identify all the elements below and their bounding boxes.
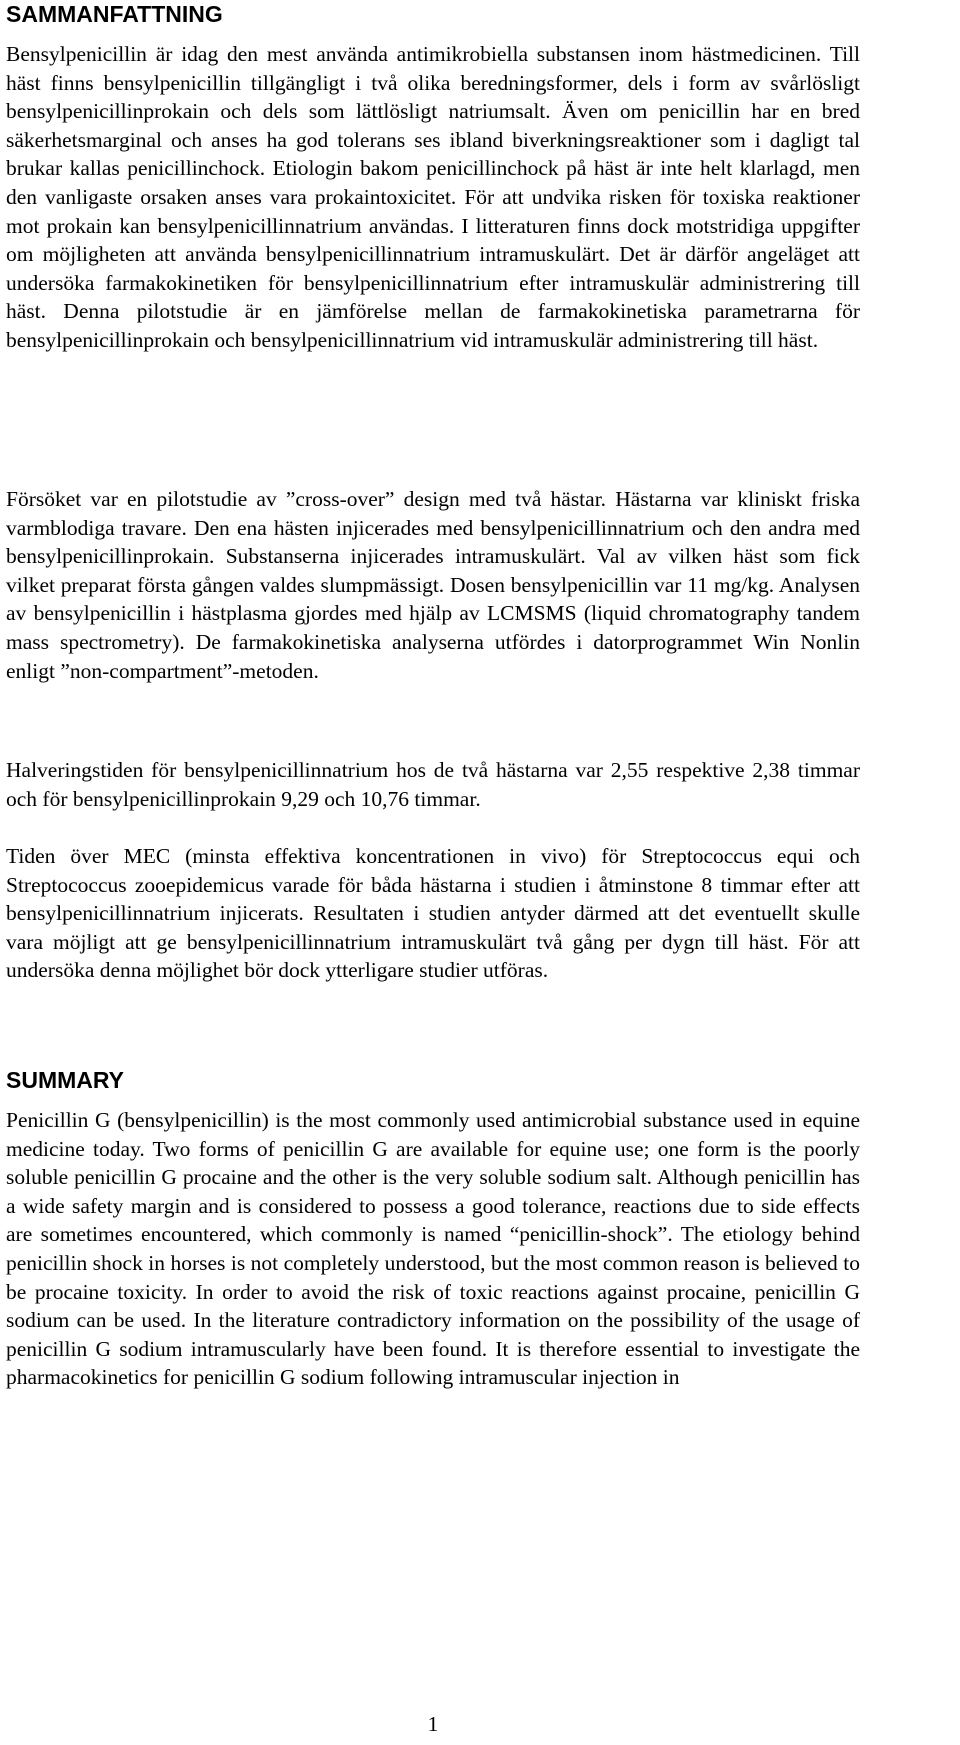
page-number: 1 (427, 1712, 439, 1736)
paragraph-sv-4: Tiden över MEC (minsta effektiva koncentrationen in vivo) för Streptococcus equi och Streptococcus zooepidemicus varade för båda hästarna i studien i åtminstone 8 timmar efter att bensylpenicillinnatrium injicerats. Resultaten i studien antyder därmed att det eventuellt skulle vara möjligt att ge bensylpenicillinnatrium intramuskulärt två gång per dygn till häst. För att undersöka denna möjlighet bör dock ytterligare studier utföras. (6, 844, 860, 983)
section-heading-sammanfattning: SAMMANFATTNING (6, 1, 223, 27)
paragraph-sv-3: Halveringstiden för bensylpenicillinnatrium hos de två hästarna var 2,55 respektive 2,38 timmar och för bensylpenicillinprokain 9,29 och 10,76 timmar. (6, 758, 860, 811)
paragraph-sv-1: Bensylpenicillin är idag den mest använda antimikrobiella substansen inom hästmedicinen. Till häst finns bensylpenicillin tillgängligt i två olika beredningsformer, dels i form av svårlösligt bensylpenicillinprokain och dels som lättlösligt natriumsalt. Även om penicillin har en bred säkerhetsmarginal och anses ha god tolerans ses ibland biverkningsreaktioner som i dagligt tal brukar kallas penicillinchock. Etiologin bakom penicillinchock på häst är inte helt klarlagd, men den vanligaste orsaken anses vara prokaintoxicitet. För att undvika risken för toxiska reaktioner mot prokain kan bensylpenicillinnatrium användas. I litteraturen finns dock motstridiga uppgifter om möjligheten att använda bensylpenicillinnatrium intramuskulärt. Det är därför angeläget att undersöka farmakokinetiken för bensylpenicillinnatrium efter intramuskulär administrering till häst. Denna pilotstudie är en jämförelse mellan de farmakokinetiska parametrarna för bensylpenicillinprokain och bensylpenicillinnatrium vid intramuskulär administrering till häst. (6, 42, 860, 352)
paragraph-sv-2: Försöket var en pilotstudie av ”cross-over” design med två hästar. Hästarna var kliniskt friska varmblodiga travare. Den ena hästen injicerades med bensylpenicillinnatrium och den andra med bensylpenicillinprokain. Substanserna injicerades intramuskulärt. Val av vilken häst som fick vilket preparat första gången valdes slumpmässigt. Dosen bensylpenicillin var 11 mg/kg. Analysen av bensylpenicillin i hästplasma gjordes med hjälp av LCMSMS (liquid chromatography tandem mass spectrometry). De farmakokinetiska analyserna utfördes i datorprogrammet Win Nonlin enligt ”non-compartment”-metoden. (6, 487, 860, 683)
section-heading-summary: SUMMARY (6, 1067, 124, 1093)
paragraph-en-1: Penicillin G (bensylpenicillin) is the most commonly used antimicrobial substance used in equine medicine today. Two forms of penicillin G are available for equine use; one form is the poorly soluble penicillin G procaine and the other is the very soluble sodium salt. Although penicillin has a wide safety margin and is considered to possess a good tolerance, reactions due to side effects are sometimes encountered, which commonly is named “penicillin-shock”. The etiology behind penicillin shock in horses is not completely understood, but the most common reason is believed to be procaine toxicity. In order to avoid the risk of toxic reactions against procaine, penicillin G sodium can be used. In the literature contradictory information on the possibility of the usage of penicillin G sodium intramuscularly have been found. It is therefore essential to investigate the pharmacokinetics for penicillin G sodium following intramuscular injection in (6, 1108, 860, 1390)
